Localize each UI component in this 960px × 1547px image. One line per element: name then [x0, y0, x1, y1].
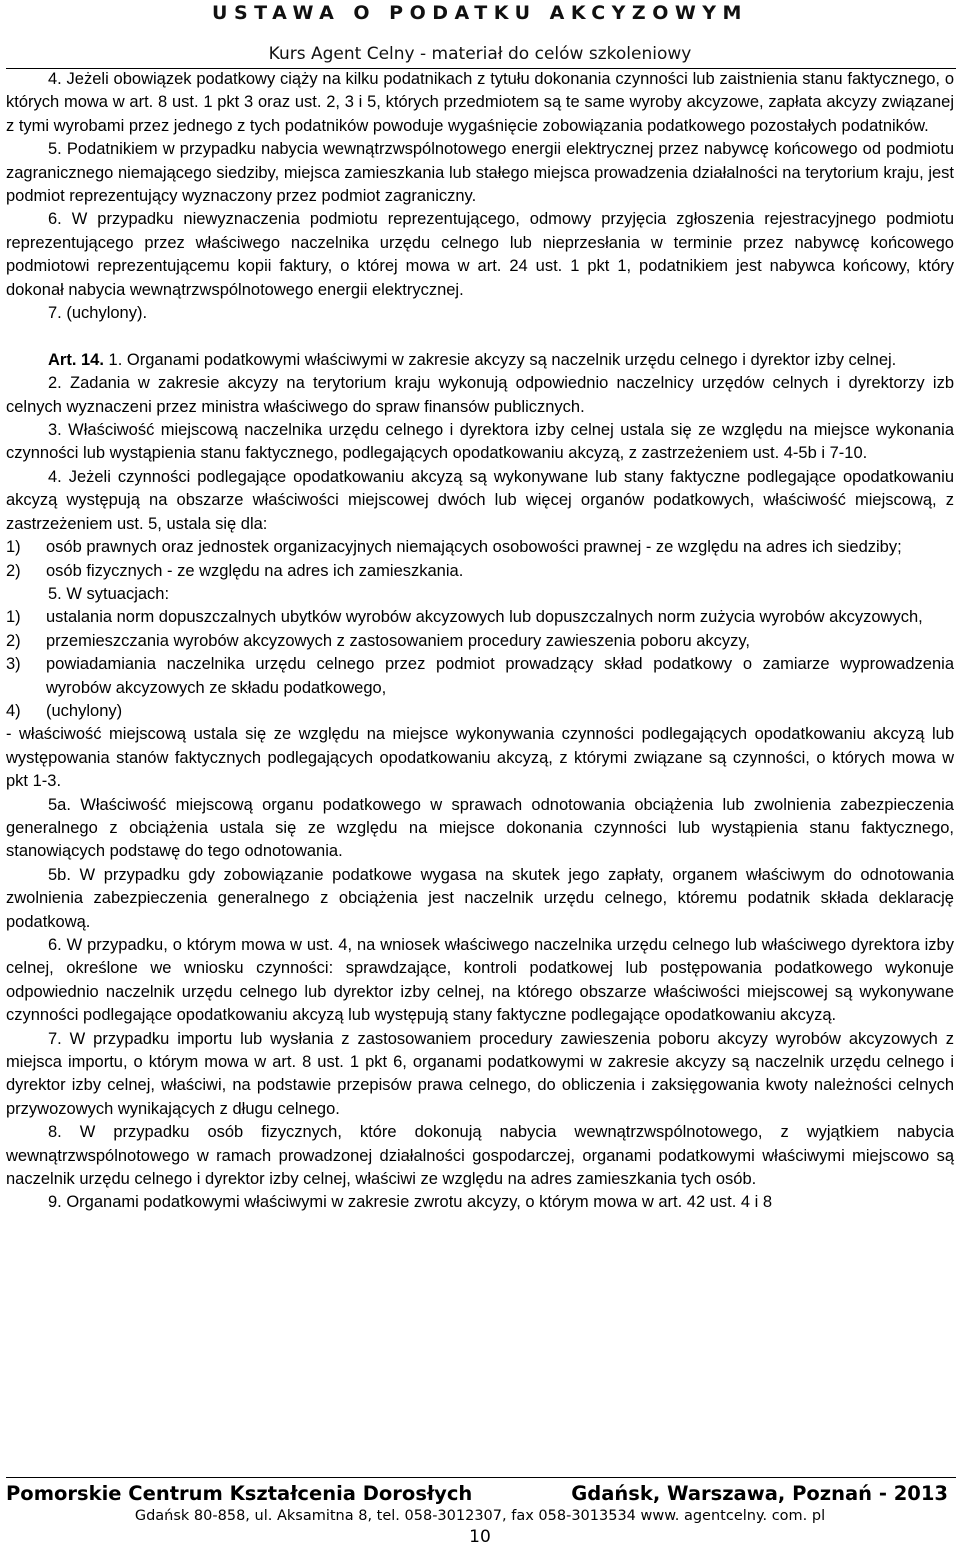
document-subtitle: Kurs Agent Celny - materiał do celów szkoleniowy: [268, 44, 692, 64]
page-number: 10: [469, 1527, 491, 1547]
paragraph-art-14-5a: 5a. Właściwość miejscową organu podatkowego w sprawach odnotowania obciążenia lub zwolnienia zabezpieczenia generalnego z obciążenia ustala się ze względu na miejsce dokonania czynności lub wystąpienia stanu faktycznego, stanowiących podstawę do tego odnotowania.: [6, 795, 954, 861]
spacer: [6, 325, 954, 348]
paragraph-ust-7: 7. (uchylony).: [48, 304, 148, 323]
list-item: [6, 606, 954, 629]
list-number: 1): [6, 538, 21, 557]
paragraph-art-14-6: 6. W przypadku, o którym mowa w ust. 4, na wniosek właściwego naczelnika urzędu celnego lub właściwego dyrektora izby celnej, określone we wniosku czynności: sprawdzające, kontroli podatkowej lub postępowania podatkowego wykonuje odpowiednio naczelnik urzędu celnego lub dyrektor izby celnej, na którego obszarze właściwości miejscowej są wykonywane czynności podlegające opodatkowaniu akcyzą lub występują stany faktyczne podlegające opodatkowaniu akcyzą.: [6, 936, 954, 1025]
document-title: USTAWA O PODATKU AKCYZOWYM: [212, 2, 748, 24]
list-number: 2): [6, 561, 21, 580]
paragraph-art-14-5: 5. W sytuacjach:: [48, 584, 170, 603]
list-item: [6, 536, 954, 559]
article-label: Art. 14.: [48, 350, 104, 369]
paragraph-art-14-8: 8. W przypadku osób fizycznych, które dokonują nabycia wewnątrzwspólnotowego, z wyjątkiem nabycia wewnątrzwspólnotowego w ramach prowadzonej działalności gospodarczej, organami podatkowymi właściwymi miejscowo są naczelnik urzędu celnego i dyrektor izby celnej, właściwi ze względu na adres zamieszkania tych osób.: [6, 1123, 954, 1189]
footer-cities-year: Gdańsk, Warszawa, Poznań - 2013: [571, 1482, 948, 1505]
list-number: 3): [6, 655, 21, 674]
article-14-ust-1-text: 1. Organami podatkowymi właściwymi w zakresie akcyzy są naczelnik urzędu celnego i dyrektor izby celnej.: [103, 350, 897, 369]
list-text: (uchylony): [46, 701, 123, 720]
list-number: 2): [6, 631, 21, 650]
list-item: [6, 560, 954, 583]
footer-divider: [6, 1477, 956, 1478]
list-text: ustalania norm dopuszczalnych ubytków wyrobów akcyzowych lub dopuszczalnych norm zużycia wyrobów akcyzowych,: [46, 608, 923, 627]
paragraph-ust-4: 4. Jeżeli obowiązek podatkowy ciąży na kilku podatnikach z tytułu dokonania czynności lub zaistnienia stanu faktycznego, o których mowa w art. 8 ust. 1 pkt 3 oraz ust. 2, 3 i 5, których przedmiotem są te same wyroby akcyzowe, zapłata akcyzy związanej z tymi wyrobami przez jednego z tych podatników powoduje wygaśnięcie zobowiązania podatkowego pozostałych podatników.: [6, 70, 954, 135]
paragraph-ust-6: 6. W przypadku niewyznaczenia podmiotu reprezentującego, odmowy przyjęcia zgłoszenia rejestracyjnego podmiotu reprezentującego przez właściwego naczelnika urzędu celnego lub nieprzesłania w terminie przez nabywcę końcowego podmiotowi reprezentującemu kopii faktury, o której mowa w art. 24 ust. 1 pkt 1, podatnikiem jest nabywca końcowy, który dokonał nabycia wewnątrzwspólnotowego energii elektrycznej.: [6, 210, 954, 299]
list-text: powiadamiania naczelnika urzędu celnego przez podmiot prowadzący skład podatkowy o zamiarze wyprowadzenia wyrobów akcyzowych ze składu podatkowego,: [46, 655, 954, 697]
list-text: osób prawnych oraz jednostek organizacyjnych niemających osobowości prawnej - ze względu na adres ich siedziby;: [46, 538, 902, 557]
paragraph-art-14-2: 2. Zadania w zakresie akcyzy na terytorium kraju wykonują odpowiednio naczelnicy urzędów celnych i dyrektorzy izb celnych wyznaczeni przez ministra właściwego do spraw finansów publicznych.: [6, 374, 954, 416]
paragraph-art-14-7: 7. W przypadku importu lub wysłania z zastosowaniem procedury zawieszenia poboru akcyzy wyrobów akcyzowych z miejsca importu, o którym mowa w art. 8 ust. 1 pkt 6, organami podatkowymi w zakresie akcyzy są naczelnik urzędu celnego i dyrektor izby celnej, właściwi, na podstawie przepisów prawa celnego, do obliczenia i zaksięgowania kwoty należności celnych przywozowych wynikających z długu celnego.: [6, 1029, 954, 1118]
list-text: osób fizycznych - ze względu na adres ich zamieszkania.: [46, 561, 464, 580]
paragraph-art-14-9: 9. Organami podatkowymi właściwymi w zakresie zwrotu akcyzy, o którym mowa w art. 42 ust. 4 i 8: [48, 1193, 773, 1212]
paragraph-art-14-3: 3. Właściwość miejscową naczelnika urzędu celnego i dyrektora izby celnej ustala się ze względu na miejsce wykonania czynności lub wystąpienia stanu faktycznego, podlegających opodatkowaniu akcyzą, z zastrzeżeniem ust. 4-5b i 7-10.: [6, 421, 954, 463]
paragraph-art-14-1: [6, 349, 954, 372]
document-body: [6, 68, 954, 1215]
list-item: [6, 653, 954, 700]
list-text: przemieszczania wyrobów akcyzowych z zastosowaniem procedury zawieszenia poboru akcyzy,: [46, 631, 750, 650]
footer-address: Gdańsk 80-858, ul. Aksamitna 8, tel. 058-3012307, fax 058-3013534 www. agentcelny. com. pl: [134, 1508, 826, 1524]
page-footer: [0, 1477, 960, 1547]
list-number: 1): [6, 608, 21, 627]
paragraph-art-14-4: 4. Jeżeli czynności podlegające opodatkowaniu akcyzą są wykonywane lub stany faktyczne podlegające opodatkowaniu akcyzą występują na obszarze właściwości miejscowej dwóch lub więcej organów podatkowych, właściwość miejscową, z zastrzeżeniem ust. 5, ustala się dla:: [6, 467, 954, 533]
list-number: 4): [6, 701, 21, 720]
footer-organization: Pomorskie Centrum Kształcenia Dorosłych: [6, 1482, 473, 1505]
paragraph-art-14-5b: 5b. W przypadku gdy zobowiązanie podatkowe wygasa na skutek jego zapłaty, organem właściwym do odnotowania zwolnienia zabezpieczenia generalnego z obciążenia jest naczelnik urzędu celnego, któremu podatnik składa deklarację podatkową.: [6, 865, 954, 931]
list-item: [6, 700, 954, 723]
list-item: [6, 630, 954, 653]
page-header: [0, 0, 960, 70]
paragraph-ust-5: 5. Podatnikiem w przypadku nabycia wewnątrzwspólnotowego energii elektrycznej przez nabywcę końcowego od podmiotu zagranicznego niemającego siedziby, miejsca zamieszkania lub stałego miejsca prowadzenia działalności na terytorium kraju, jest podmiot reprezentujący wyznaczony przez podmiot zagraniczny.: [6, 140, 954, 206]
paragraph-art-14-5-tail: - właściwość miejscową ustala się ze względu na miejsce wykonywania czynności podlegających opodatkowaniu akcyzą lub występowania stanów faktycznych podlegających opodatkowaniu akcyzą, z którymi związane są czynności, o których mowa w pkt 1-3.: [6, 725, 954, 791]
